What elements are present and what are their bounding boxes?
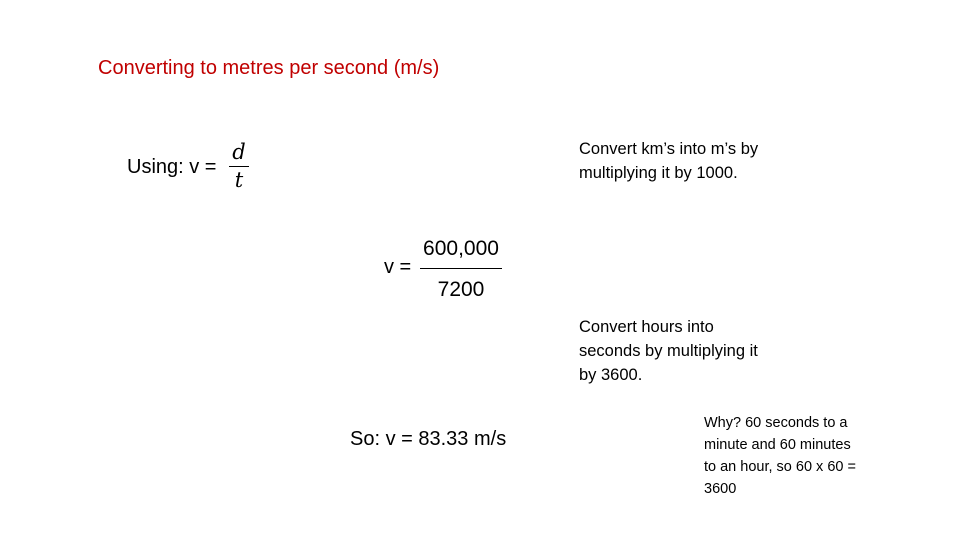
fraction-bar bbox=[229, 166, 249, 167]
fraction-bar bbox=[420, 268, 502, 269]
using-label: Using: v = bbox=[127, 156, 217, 178]
note-line: Why? 60 seconds to a bbox=[704, 415, 848, 431]
calculation-fraction bbox=[420, 236, 502, 303]
slide-title: Converting to metres per second (m/s) bbox=[98, 57, 440, 79]
answer-text: So: v = 83.33 m/s bbox=[350, 428, 507, 450]
convert-km-note bbox=[579, 137, 809, 185]
speed-formula-fraction bbox=[229, 141, 249, 191]
note-line: to an hour, so 60 x 60 = bbox=[704, 459, 856, 475]
note-line: Convert km’s into m’s by bbox=[579, 140, 759, 158]
note-line: minute and 60 minutes bbox=[704, 437, 851, 453]
note-line: multiplying it by 1000. bbox=[579, 164, 738, 182]
v-equals-label: v = bbox=[384, 256, 412, 278]
formula-denominator: t bbox=[234, 168, 244, 192]
calculation-denominator: 7200 bbox=[437, 278, 485, 301]
why-explanation-note bbox=[704, 412, 894, 500]
note-line: 3600 bbox=[704, 481, 737, 497]
note-line: by 3600. bbox=[579, 366, 643, 384]
note-line: Convert hours into bbox=[579, 318, 714, 336]
convert-hours-note bbox=[579, 315, 799, 387]
note-line: seconds by multiplying it bbox=[579, 342, 758, 360]
formula-numerator: d bbox=[232, 140, 246, 164]
calculation-numerator: 600,000 bbox=[423, 237, 499, 260]
